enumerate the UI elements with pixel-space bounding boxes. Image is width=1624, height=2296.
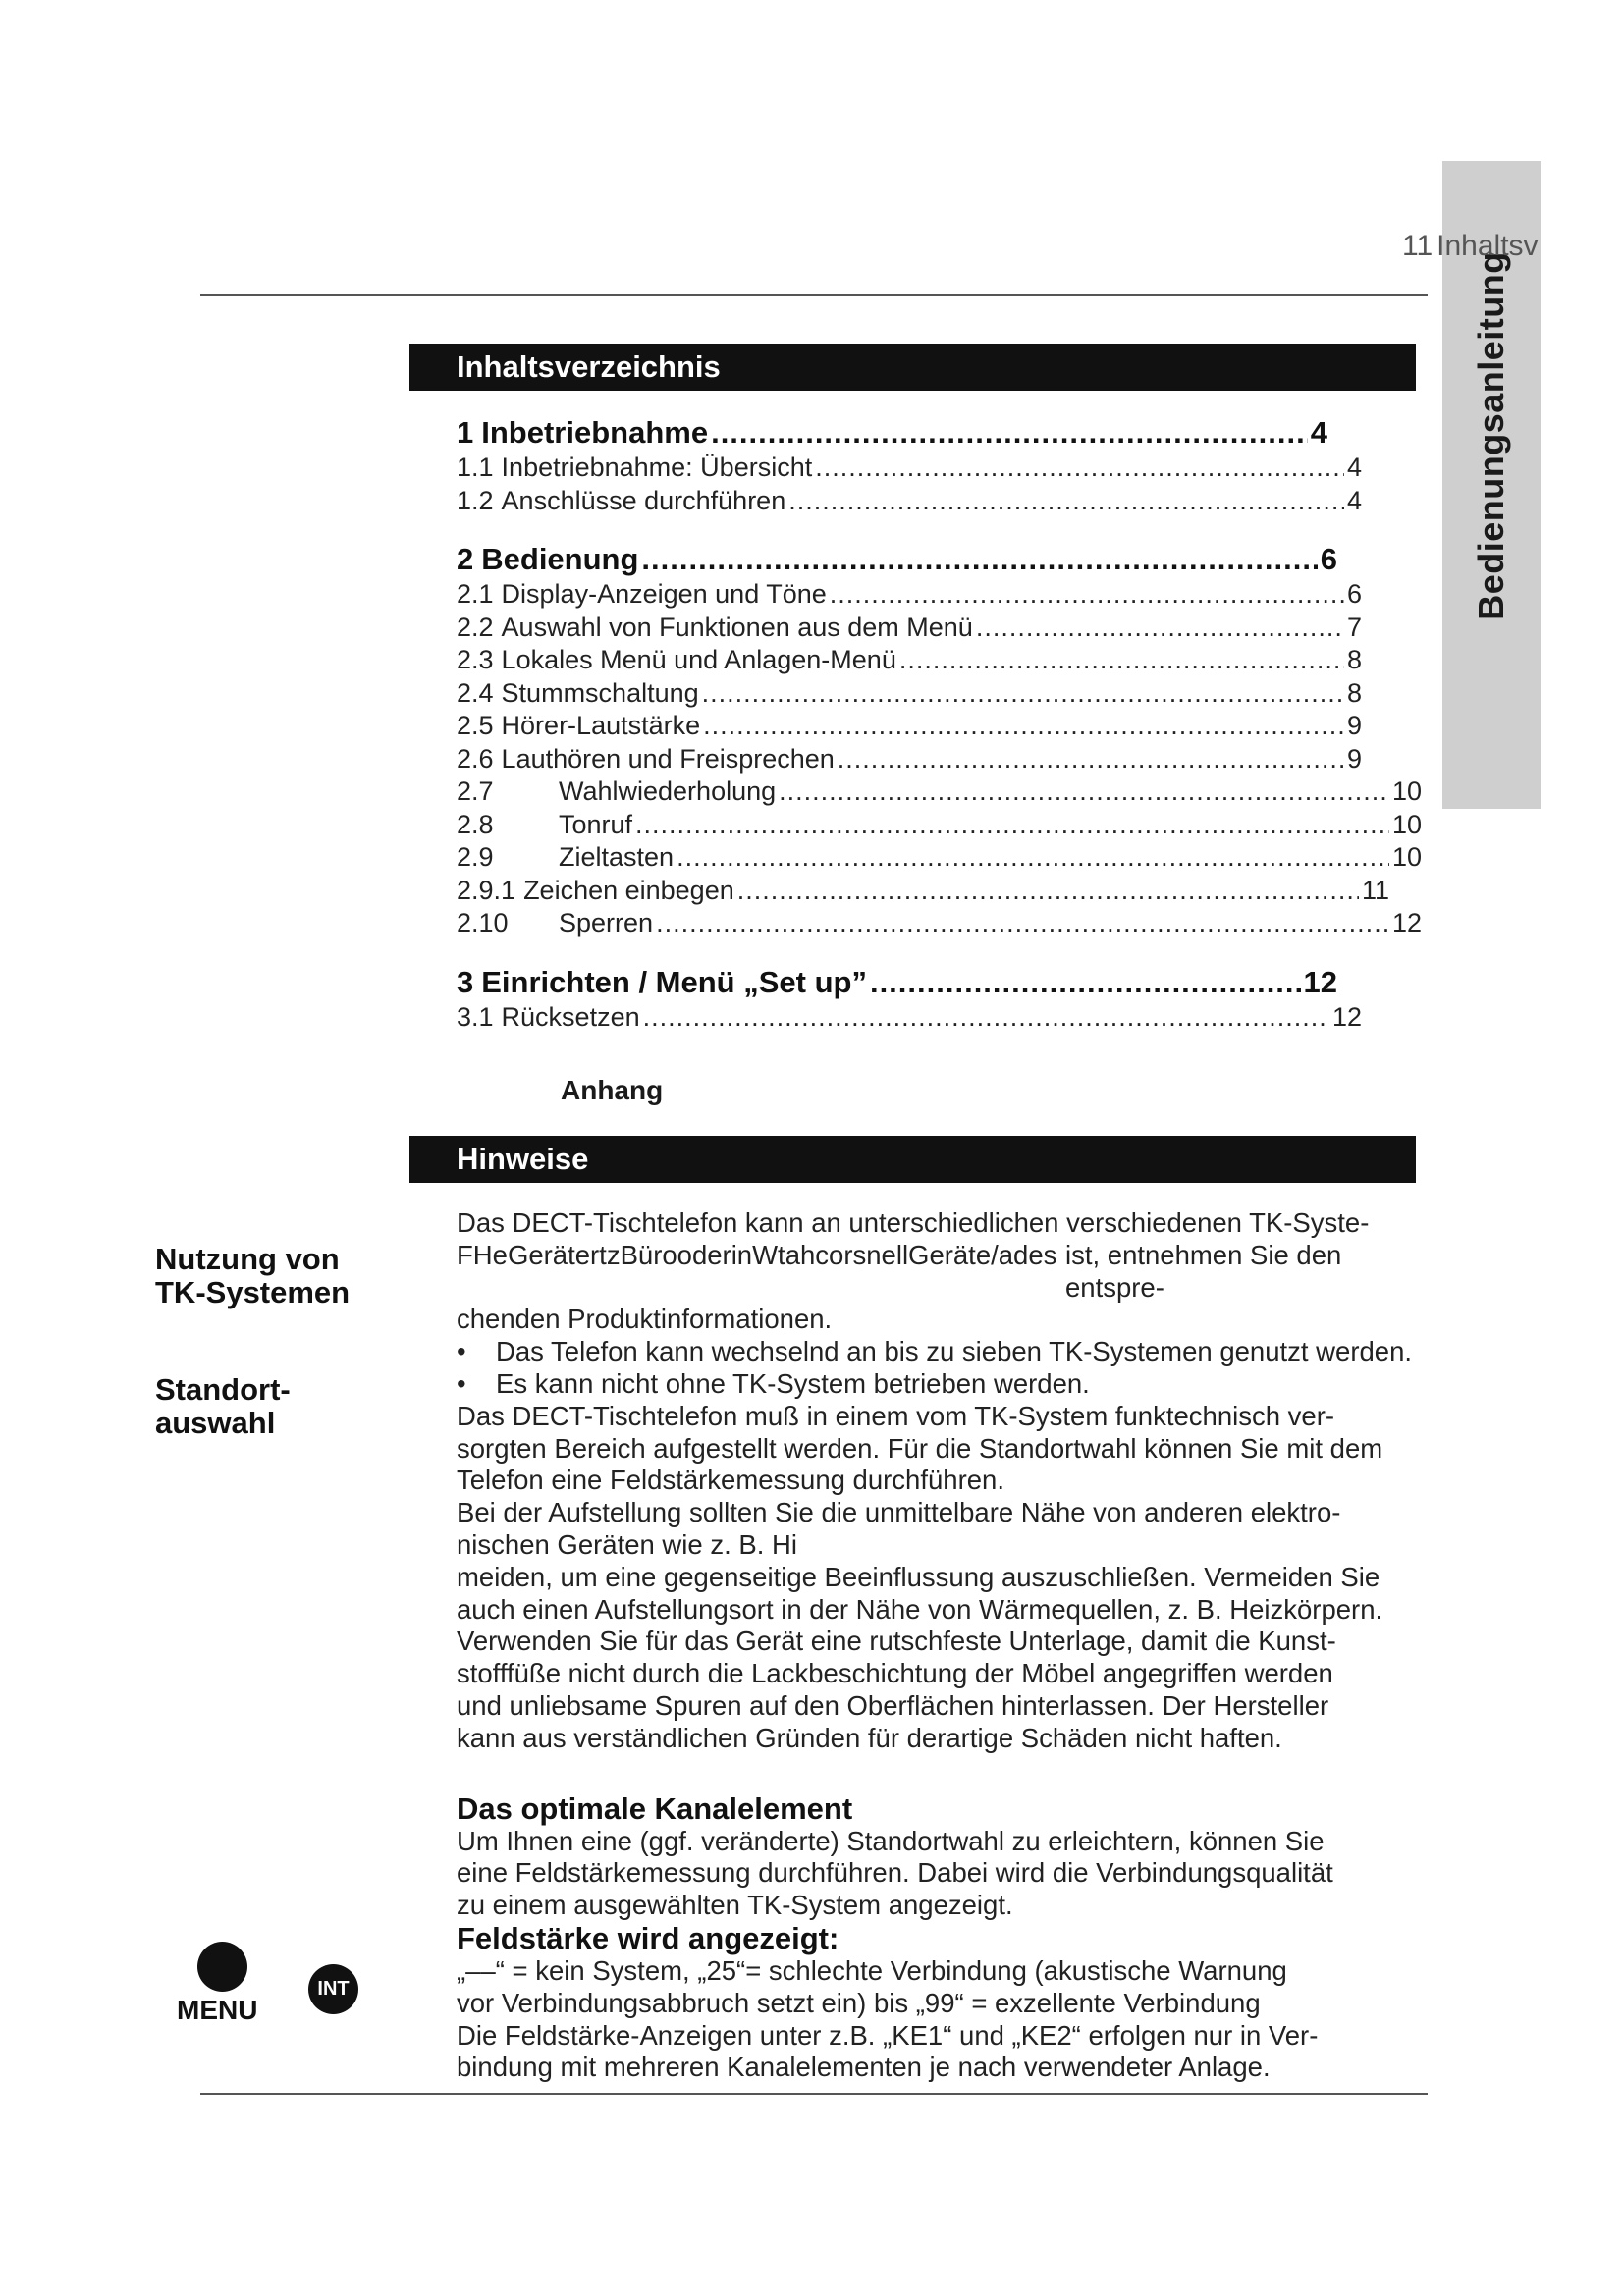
toc-page-number: 9 <box>1346 743 1362 774</box>
notes-title-bar <box>409 1136 1416 1183</box>
toc-entry <box>457 644 1362 677</box>
paragraph-line: Um Ihnen eine (ggf. veränderte) Standortwahl zu erleichtern, können Sie <box>457 1825 1325 1856</box>
toc-entry-title: Wahlwiederholung <box>559 776 777 806</box>
toc-entry <box>457 841 1422 875</box>
toc-chapter <box>457 414 1327 452</box>
toc-leader-dots <box>870 964 1301 1001</box>
toc-entry <box>457 677 1362 711</box>
bullet-icon: • <box>457 1336 466 1367</box>
location-paragraph <box>457 1401 1429 1755</box>
table-of-contents <box>457 414 1422 1057</box>
toc-chapter <box>457 964 1337 1001</box>
bullet-icon: • <box>457 1367 466 1399</box>
toc-entry-title: Anschlüsse durchführen <box>501 485 786 515</box>
paragraph-line: stofffüße nicht durch die Lackbeschichtung der Möbel angegriffen werden <box>457 1658 1333 1689</box>
paragraph-line: Telefon eine Feldstärkemessung durchführen. <box>457 1465 1004 1496</box>
paragraph-line: und unliebsame Spuren auf den Oberflächen hinterlassen. Der Hersteller <box>457 1689 1329 1721</box>
toc-entry-title: Inbetriebnahme: Übersicht <box>501 453 813 482</box>
header-rule <box>200 294 1428 296</box>
toc-leader-dots <box>779 775 1389 809</box>
paragraph-line: Verwenden Sie für das Gerät eine rutschfeste Unterlage, damit die Kunst- <box>457 1626 1336 1657</box>
subheading-channel: Das optimale Kanalelement <box>457 1790 853 1826</box>
toc-chapter <box>457 541 1337 578</box>
paragraph-line: Die Feldstärke-Anzeigen unter z.B. „KE1“ und „KE2“ erfolgen nur in Ver- <box>457 2019 1319 2051</box>
toc-leader-dots <box>737 875 1359 908</box>
toc-page-number: 12 <box>1303 964 1337 999</box>
side-heading-tk-systems <box>155 1243 350 1309</box>
toc-page-number: 12 <box>1391 908 1422 937</box>
paragraph-line: auch einen Aufstellungsort in der Nähe von Wärmequellen, z. B. Heizkörpern. <box>457 1593 1383 1625</box>
toc-number: 2 <box>457 542 474 576</box>
toc-page-number: 12 <box>1331 1001 1362 1032</box>
side-heading-line: auswahl <box>155 1406 276 1440</box>
side-heading-line: Nutzung von <box>155 1242 340 1276</box>
toc-leader-dots <box>641 541 1317 578</box>
subheading-field-strength: Feldstärke wird angezeigt: <box>457 1920 839 1955</box>
toc-leader-dots <box>788 485 1344 518</box>
toc-entry <box>457 809 1422 842</box>
paragraph-line: eine Feldstärkemessung durchführen. Dabei wird die Verbindungsqualität <box>457 1857 1333 1889</box>
toc-number: 3 <box>457 964 474 999</box>
toc-leader-dots <box>838 743 1344 776</box>
toc-page-number: 10 <box>1391 809 1422 839</box>
toc-page-number: 9 <box>1346 711 1362 740</box>
spacer <box>457 1755 1429 1792</box>
toc-page-number: 4 <box>1310 415 1327 450</box>
toc-entry-title: Lokales Menü und Anlagen-Menü <box>501 645 896 674</box>
toc-leader-dots <box>815 452 1344 485</box>
toc-number: 1.1 <box>457 453 494 482</box>
toc-entry-title: Stummschaltung <box>501 677 699 708</box>
paragraph-line: kann aus verständlichen Gründen für derartige Schäden nicht haften. <box>457 1722 1282 1753</box>
side-heading-location <box>155 1373 291 1440</box>
toc-entry-title: Lauthören und Freisprechen <box>501 743 835 774</box>
toc-page-number: 11 <box>1361 875 1389 905</box>
toc-leader-dots <box>635 809 1389 842</box>
toc-number: 2.10 <box>457 908 509 937</box>
paragraph-line: zu einem ausgewählten TK-System angezeigt. <box>457 1890 1013 1921</box>
toc-number: 2.4 <box>457 677 494 708</box>
toc-entry-title: Auswahl von Funktionen aus dem Menü <box>501 612 973 642</box>
toc-title-bar <box>409 344 1416 391</box>
toc-leader-dots <box>976 612 1344 645</box>
toc-number: 2.2 <box>457 612 494 642</box>
toc-leader-dots <box>711 414 1308 452</box>
paragraph-line: „‒‒“ = kein System, „25“= schlechte Verbindung (akustische Warnung <box>457 1954 1287 1986</box>
toc-entry <box>457 907 1422 940</box>
paragraph-line: chenden Produktinformationen. <box>457 1304 833 1335</box>
bullet-item <box>457 1368 1429 1401</box>
toc-number: 1.2 <box>457 485 494 515</box>
toc-page-number: 8 <box>1346 677 1362 708</box>
int-key-label: INT <box>317 1978 350 2000</box>
toc-entry <box>457 485 1362 518</box>
toc-number: 2.8 <box>457 809 494 839</box>
toc-entry-title: Display-Anzeigen und Töne <box>501 579 827 609</box>
toc-number: 2.1 <box>457 579 494 609</box>
toc-number: 2.7 <box>457 776 494 806</box>
page-number: 11 <box>1402 230 1434 262</box>
toc-title: Inhaltsverzeichnis <box>457 349 721 384</box>
toc-entry <box>457 875 1389 908</box>
toc-entry-title: Inbetriebnahme <box>481 415 709 450</box>
toc-entry-title: Einrichten / Menü „Set up” <box>481 964 867 999</box>
bullet-text: Das Telefon kann wechselnd an bis zu sieben TK-Systemen genutzt werden. <box>496 1336 1412 1367</box>
toc-leader-dots <box>830 578 1344 612</box>
toc-number: 2.5 <box>457 711 494 740</box>
paragraph-line: bindung mit mehreren Kanalelementen je nach verwendeter Anlage. <box>457 2052 1271 2083</box>
toc-entry-title: Hörer-Lautstärke <box>501 711 701 740</box>
toc-entry-title: Tonruf <box>559 809 633 839</box>
menu-key-label: MENU <box>177 1995 258 2025</box>
paragraph-line: nischen Geräten wie z. B. Hi <box>457 1528 797 1560</box>
toc-entry <box>457 1001 1362 1035</box>
toc-number: 2.3 <box>457 645 494 674</box>
toc-entry-title: Zieltasten <box>559 842 675 872</box>
int-key-icon <box>308 1964 358 2014</box>
toc-entry <box>457 710 1362 743</box>
toc-leader-dots <box>899 644 1344 677</box>
side-heading-line: Standort- <box>155 1372 291 1407</box>
paragraph-line: Das DECT-Tischtelefon kann an unterschiedlichen verschiedenen TK-Syste- <box>457 1207 1370 1238</box>
footer-rule <box>200 2093 1428 2095</box>
toc-entry <box>457 452 1362 485</box>
toc-entry <box>457 578 1362 612</box>
toc-page-number: 6 <box>1346 579 1362 609</box>
paragraph-line: Bei der Aufstellung sollten Sie die unmittelbare Nähe von anderen elektro- <box>457 1497 1341 1528</box>
toc-entry-title: Sperren <box>559 908 654 937</box>
paragraph-line: meiden, um eine gegenseitige Beeinflussung auszuschließen. Vermeiden Sie <box>457 1561 1380 1592</box>
channel-paragraph <box>457 1826 1429 1922</box>
toc-page-number: 10 <box>1391 776 1422 806</box>
toc-number: 1 <box>457 415 474 450</box>
appendix-label: Anhang <box>561 1075 664 1105</box>
toc-leader-dots <box>677 841 1389 875</box>
paragraph-line: vor Verbindungsabbruch setzt ein) bis „99“ = exzellente Verbindung <box>457 1987 1261 2018</box>
menu-key-icon <box>197 1942 247 1992</box>
toc-leader-dots <box>656 907 1389 940</box>
toc-entry-title: Zeichen einbegen <box>523 875 734 905</box>
bullet-text: Es kann nicht ohne TK-System betrieben werden. <box>496 1367 1090 1399</box>
toc-number: 3.1 <box>457 1001 494 1032</box>
paragraph-line: sorgten Bereich aufgestellt werden. Für die Standortwahl können Sie mit dem <box>457 1432 1383 1464</box>
page-header <box>1402 230 1541 263</box>
toc-entry-title: Rücksetzen <box>501 1001 640 1032</box>
toc-number: 2.6 <box>457 743 494 774</box>
side-tab-label: Bedienungsanleitung <box>1471 251 1512 620</box>
toc-entry <box>457 612 1362 645</box>
toc-section <box>457 541 1422 940</box>
toc-page-number: 8 <box>1346 645 1362 674</box>
toc-page-number: 4 <box>1346 453 1362 482</box>
paragraph-line: ist, entnehmen Sie den entspre- <box>1065 1239 1342 1303</box>
toc-number: 2.9.1 <box>457 875 516 905</box>
toc-leader-dots <box>703 710 1344 743</box>
toc-section <box>457 414 1399 517</box>
toc-leader-dots <box>702 677 1344 711</box>
side-heading-line: TK-Systemen <box>155 1275 351 1309</box>
toc-entry-title: Bedienung <box>481 542 639 576</box>
notes-body <box>457 1207 1429 2084</box>
overlapping-text: FHeGerätertzBürooderinWtahcorsnellGeräte/ades <box>457 1240 1057 1270</box>
notes-title: Hinweise <box>457 1142 589 1176</box>
field-strength-paragraph <box>457 1955 1429 2084</box>
bullet-item <box>457 1336 1429 1368</box>
toc-entry <box>457 743 1362 776</box>
running-title: Inhaltsv <box>1436 230 1539 262</box>
toc-section <box>457 964 1399 1035</box>
toc-number: 2.9 <box>457 842 494 872</box>
toc-page-number: 7 <box>1346 612 1362 642</box>
toc-page-number: 6 <box>1320 542 1337 576</box>
toc-page-number: 10 <box>1391 842 1422 872</box>
toc-entry <box>457 775 1422 809</box>
toc-leader-dots <box>643 1001 1329 1035</box>
paragraph-line: Das DECT-Tischtelefon muß in einem vom TK-System funktechnisch ver- <box>457 1400 1335 1431</box>
toc-page-number: 4 <box>1346 485 1362 515</box>
